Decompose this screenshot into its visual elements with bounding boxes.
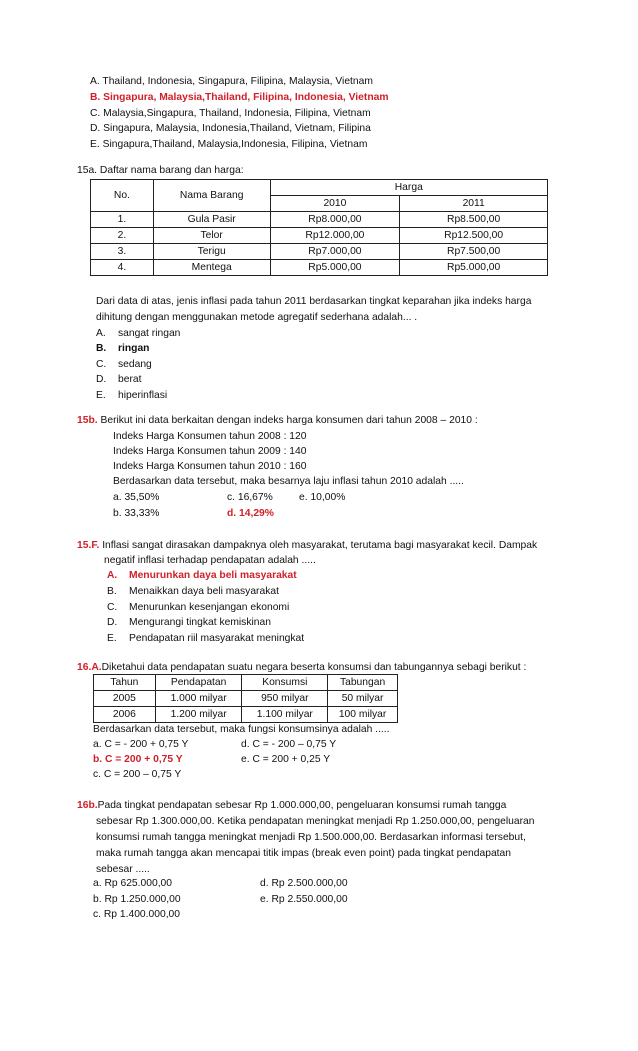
q15f-option-c: C. Menurunkan kesenjangan ekonomi — [107, 602, 290, 613]
q14-option-a: A. Thailand, Indonesia, Singapura, Filipina, Malaysia, Vietnam — [90, 76, 373, 87]
q16b-option-d: d. Rp 2.500.000,00 — [260, 878, 348, 889]
q15b-line-2: Indeks Harga Konsumen tahun 2009 : 140 — [113, 446, 307, 457]
q14-option-c: C. Malaysia,Singapura, Thailand, Indonesia, Filipina, Vietnam — [90, 108, 371, 119]
q16b-option-a: a. Rp 625.000,00 — [93, 878, 173, 889]
table-cell: Mentega — [153, 260, 270, 276]
price-table-header-price: Harga — [270, 180, 547, 196]
income-table-header: Konsumsi — [242, 675, 328, 691]
q16b-question-line-4: maka rumah tangga akan mencapai titik impas (break even point) pada tingkat pendapatan — [96, 848, 511, 859]
q15f-number: 15.F. — [77, 540, 100, 551]
q16a-option-b-answer: b. C = 200 + 0,75 Y — [93, 754, 183, 765]
q15a-question-line-1: Dari data di atas, jenis inflasi pada tahun 2011 berdasarkan tingkat keparahan jika indeks harga — [96, 296, 532, 307]
table-cell: Rp12.500,00 — [400, 228, 548, 244]
table-cell: 1.100 milyar — [242, 707, 328, 723]
q15a-option-e: E. hiperinflasi — [96, 390, 168, 401]
q15a-option-a: A. sangat ringan — [96, 328, 181, 339]
table-cell: 1.200 milyar — [155, 707, 242, 723]
table-cell: Rp7.500,00 — [400, 244, 548, 260]
table-row — [91, 244, 548, 260]
table-cell: 1.000 milyar — [155, 691, 242, 707]
q15b-option-b: b. 33,33% — [113, 508, 160, 519]
price-table-header-name: Nama Barang — [153, 180, 270, 212]
table-cell: Rp8.000,00 — [270, 212, 400, 228]
q16b-question-line-5: sebesar ..... — [96, 864, 150, 875]
table-cell: Rp12.000,00 — [270, 228, 400, 244]
q15b-option-c: c. 16,67% — [227, 492, 273, 503]
q16b-option-b: b. Rp 1.250.000,00 — [93, 894, 181, 905]
q15f-option-e: E. Pendapatan riil masyarakat meningkat — [107, 633, 305, 644]
income-table-header: Tabungan — [328, 675, 398, 691]
q15f-option-b: B. Menaikkan daya beli masyarakat — [107, 586, 279, 597]
q16a-option-d: d. C = - 200 – 0,75 Y — [241, 739, 337, 750]
price-table — [90, 179, 548, 276]
price-table-header-no: No. — [91, 180, 154, 212]
q16a-after-text: Berdasarkan data tersebut, maka fungsi konsumsinya adalah ..... — [93, 724, 390, 735]
q15f-option-d: D. Mengurangi tingkat kemiskinan — [107, 617, 271, 628]
income-table — [93, 674, 398, 723]
table-row — [91, 260, 548, 276]
q16b-option-c: c. Rp 1.400.000,00 — [93, 909, 181, 920]
q15b-line-3: Indeks Harga Konsumen tahun 2010 : 160 — [113, 461, 307, 472]
table-row — [94, 691, 398, 707]
table-cell: 4. — [91, 260, 154, 276]
q16b-number: 16b. — [77, 800, 98, 811]
q16a-option-e: e. C = 200 + 0,25 Y — [241, 754, 331, 765]
q15f-option-a-answer: A. Menurunkan daya beli masyarakat — [107, 570, 297, 581]
q15a-option-c: C. sedang — [96, 359, 152, 370]
table-cell: Gula Pasir — [153, 212, 270, 228]
q15b-number: 15b. — [77, 415, 98, 426]
q15b-option-a: a. 35,50% — [113, 492, 160, 503]
table-cell: 100 milyar — [328, 707, 398, 723]
table-cell: Terigu — [153, 244, 270, 260]
q15a-question-line-2: dihitung dengan menggunakan metode agregatif sederhana adalah... . — [96, 312, 418, 323]
table-cell: 2005 — [94, 691, 156, 707]
table-cell: Telor — [153, 228, 270, 244]
q14-option-d: D. Singapura, Malaysia, Indonesia,Thailand, Vietnam, Filipina — [90, 123, 371, 134]
table-cell: 2006 — [94, 707, 156, 723]
table-cell: Rp5.000,00 — [400, 260, 548, 276]
q15b-line-1: Indeks Harga Konsumen tahun 2008 : 120 — [113, 431, 307, 442]
q16b-option-e: e. Rp 2.550.000,00 — [260, 894, 348, 905]
table-cell: 2. — [91, 228, 154, 244]
table-cell: Rp5.000,00 — [270, 260, 400, 276]
table-cell: 3. — [91, 244, 154, 260]
price-table-header-2011: 2011 — [400, 196, 548, 212]
table-cell: 950 milyar — [242, 691, 328, 707]
q16a-option-c: c. C = 200 – 0,75 Y — [93, 769, 182, 780]
q15b-option-e: e. 10,00% — [299, 492, 346, 503]
q15f-question-line-1: 15.F. Inflasi sangat dirasakan dampaknya oleh masyarakat, terutama bagi masyarakat kecil. Dampak — [77, 540, 538, 551]
table-row — [91, 212, 548, 228]
price-table-header-2010: 2010 — [270, 196, 400, 212]
q16a-question: 16.A.Diketahui data pendapatan suatu negara beserta konsumsi dan tabungannya sebagi berikut : — [77, 662, 527, 673]
q15b-option-d-answer: d. 14,29% — [227, 508, 274, 519]
q15b-question: 15b. Berikut ini data berkaitan dengan indeks harga konsumen dari tahun 2008 – 2010 : — [77, 415, 478, 426]
table-cell: Rp7.000,00 — [270, 244, 400, 260]
table-cell: Rp8.500,00 — [400, 212, 548, 228]
income-table-header: Pendapatan — [155, 675, 242, 691]
table-cell: 50 milyar — [328, 691, 398, 707]
q15a-option-b-answer: B. ringan — [96, 343, 150, 354]
q16b-question-line-2: sebesar Rp 1.300.000,00. Ketika pendapatan meningkat menjadi Rp 1.250.000,00, pengeluaran — [96, 816, 535, 827]
q15a-option-d: D. berat — [96, 374, 142, 385]
q16a-option-a: a. C = - 200 + 0,75 Y — [93, 739, 189, 750]
q14-option-b-answer: B. Singapura, Malaysia,Thailand, Filipina, Indonesia, Vietnam — [90, 92, 389, 103]
q16b-question-line-1: 16b.Pada tingkat pendapatan sebesar Rp 1.000.000,00, pengeluaran konsumsi rumah tangga — [77, 800, 507, 811]
table-cell: 1. — [91, 212, 154, 228]
q15b-line-4: Berdasarkan data tersebut, maka besarnya laju inflasi tahun 2010 adalah ..... — [113, 476, 464, 487]
q15f-question-line-2: negatif inflasi terhadap pendapatan adalah ..... — [104, 555, 316, 566]
table-row — [94, 707, 398, 723]
income-table-header: Tahun — [94, 675, 156, 691]
q16a-number: 16.A. — [77, 662, 102, 673]
table-row — [91, 228, 548, 244]
q16b-question-line-3: konsumsi rumah tangga meningkat menjadi Rp 1.500.000,00. Berdasarkan informasi tersebut, — [96, 832, 526, 843]
q14-option-e: E. Singapura,Thailand, Malaysia,Indonesia, Filipina, Vietnam — [90, 139, 368, 150]
q15a-heading: 15a. Daftar nama barang dan harga: — [77, 165, 244, 176]
table-row — [94, 675, 398, 691]
